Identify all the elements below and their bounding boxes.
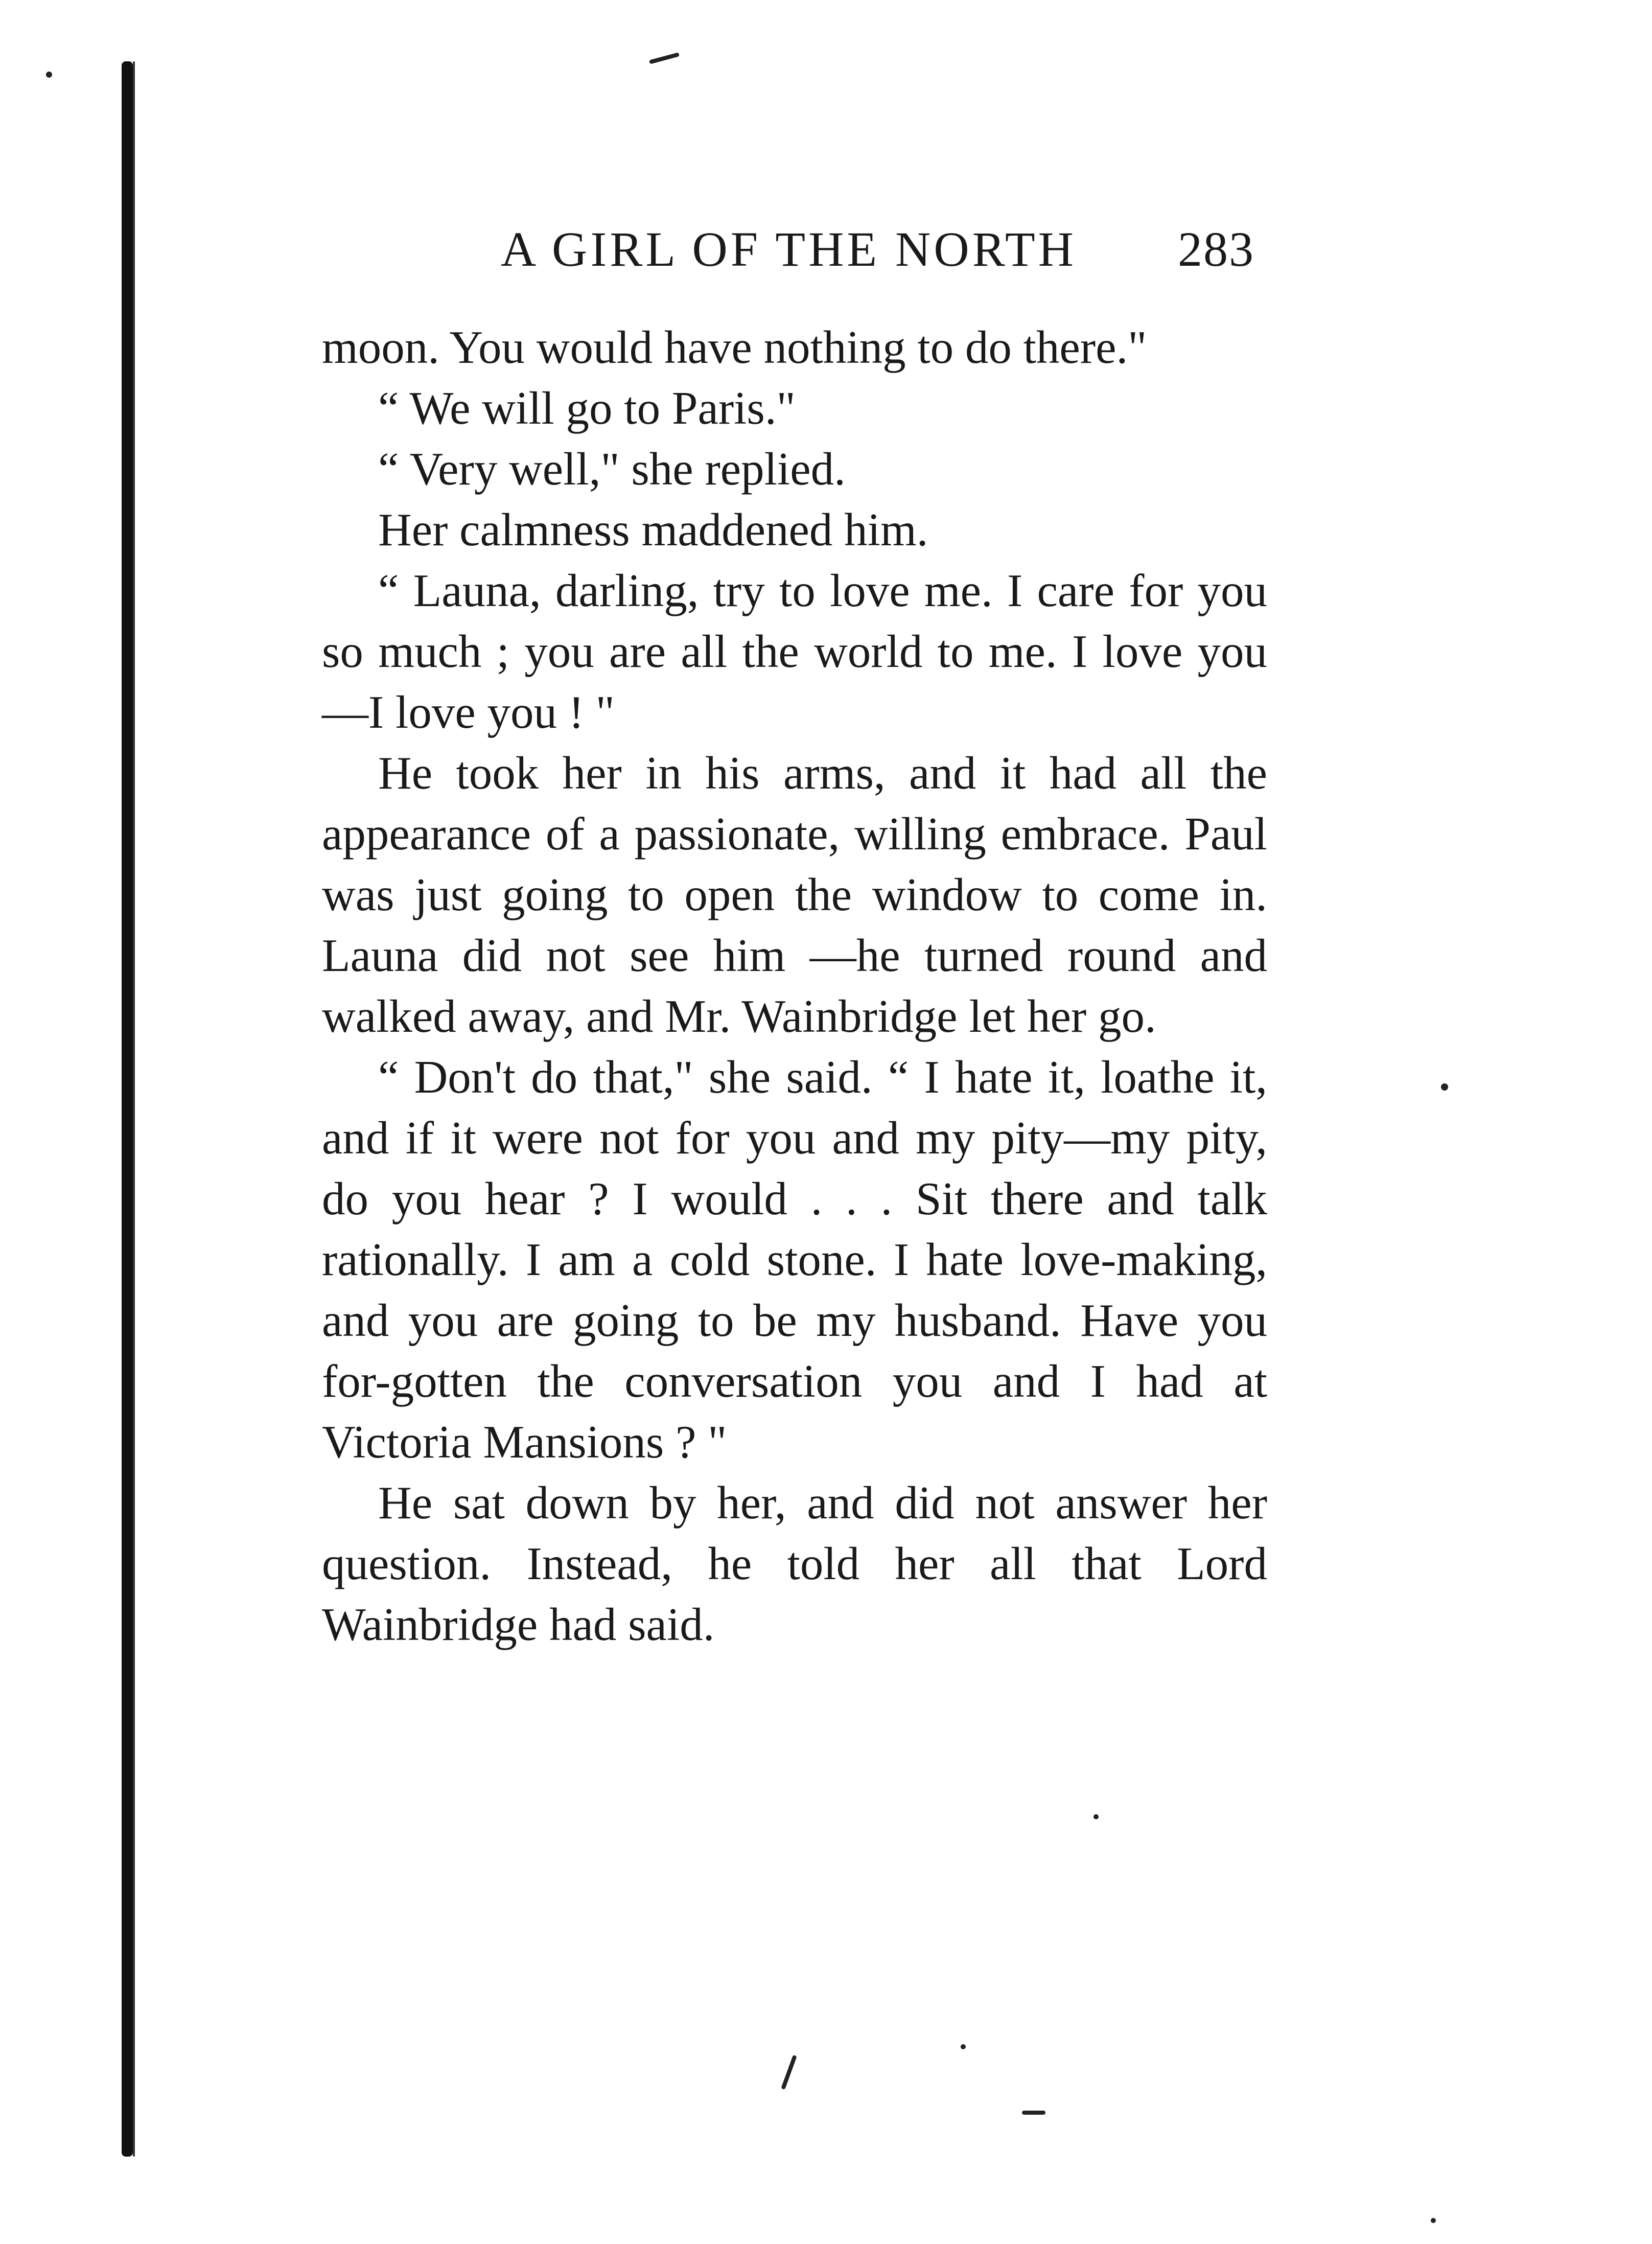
paragraph: “ We will go to Paris." xyxy=(378,382,796,434)
running-head-title: A GIRL OF THE NORTH xyxy=(501,222,1077,276)
page-number: 283 xyxy=(1178,222,1254,276)
scan-speck xyxy=(1431,2218,1436,2223)
paragraph: Her calmness maddened him. xyxy=(378,504,928,556)
scan-speck xyxy=(1093,1814,1099,1819)
scan-speck xyxy=(46,72,52,78)
paragraph: He sat down by her, and did not answer her question. Instead, he told her all that Lord Wainbridge had said. xyxy=(322,1477,1267,1650)
page-gutter-shadow xyxy=(122,61,133,2157)
paragraph: “ Very well," she replied. xyxy=(378,443,846,495)
scan-speck xyxy=(1441,1083,1448,1091)
scan-speck xyxy=(649,52,680,64)
paragraph: moon. You would have nothing to do there." xyxy=(322,321,1147,373)
scan-speck xyxy=(1022,2111,1045,2115)
paragraph: He took her in his arms, and it had all the appearance of a passionate, willing embrace. Paul was just going to open the window to come in. Launa did not see him —he turned round and walked away, and Mr. Wainbridge let her go. xyxy=(322,747,1267,1042)
page-gutter-edge xyxy=(133,61,135,2157)
paragraph: “ Launa, darling, try to love me. I care for you so much ; you are all the world to me. I love you—I love you ! " xyxy=(322,565,1267,738)
paragraph: “ Don't do that," she said. “ I hate it, loathe it, and if it were not for you and my pity—my pity, do you hear ? I would . . . Sit there and talk rationally. I am a cold stone. I hate love-making, and you are going to be my husband. Have you for-gotten the conversation you and I had at Victoria Mansions ? " xyxy=(322,1051,1267,1468)
scan-speck xyxy=(961,2044,966,2049)
scan-speck xyxy=(781,2055,797,2090)
body-text xyxy=(322,317,1267,1655)
